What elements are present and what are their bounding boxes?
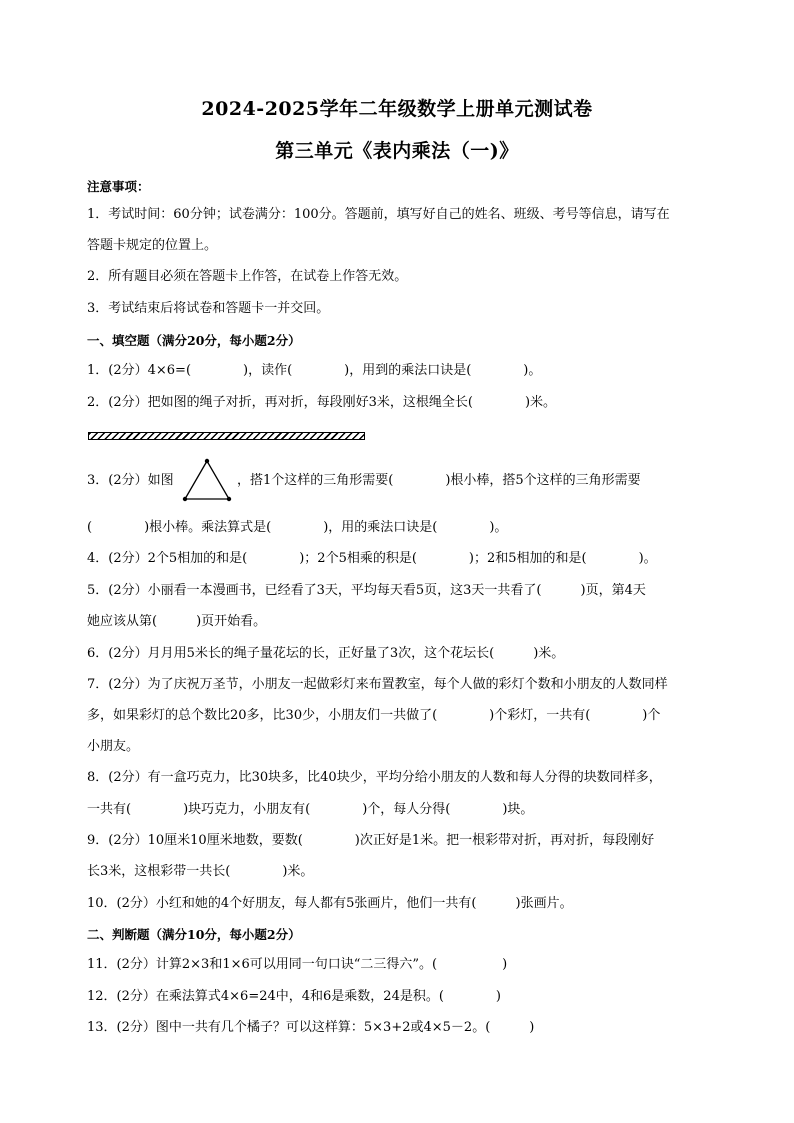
notice-item: 2．所有题目必须在答题卡上作答，在试卷上作答无效。 (87, 269, 408, 284)
question-8-continued: 一共有( )块巧克力，小朋友有( )个，每人分得( )块。 (87, 802, 534, 817)
question-9-continued: 长3米，这根彩带一共长( )米。 (87, 864, 314, 879)
question-8: 8．(2分）有一盒巧克力，比30块多，比40块少，平均分给小朋友的人数和每人分得的块数同样多， (87, 770, 662, 785)
rope-figure (88, 432, 365, 440)
notice-item: 1．考试时间：60分钟；试卷满分：100分。答题前，填写好自己的姓名、班级、考号等信息，请写在 (87, 207, 670, 222)
section-judge-heading: 二、判断题（满分10分，每小题2分） (87, 927, 301, 942)
notice-item: 答题卡规定的位置上。 (87, 238, 218, 253)
question-7-end: 小朋友。 (87, 739, 140, 754)
question-5: 5．(2分）小丽看一本漫画书，已经看了3天，平均每天看5页，这3天一共看了( )页，第4天 (87, 583, 646, 598)
question-3-suffix: ，搭1个这样的三角形需要( )根小棒，搭5个这样的三角形需要 (237, 473, 641, 488)
triangle-sticks-figure (181, 457, 233, 503)
question-10: 10．(2分）小红和她的4个好朋友，每人都有5张画片，他们一共有( )张画片。 (87, 896, 573, 911)
question-5-continued: 她应该从第( )页开始看。 (87, 614, 267, 629)
notice-item: 3．考试结束后将试卷和答题卡一并交回。 (87, 301, 330, 316)
question-6: 6．(2分）月月用5米长的绳子量花坛的长，正好量了3次，这个花坛长( )米。 (87, 646, 565, 661)
question-7: 7．(2分）为了庆祝万圣节，小朋友一起做彩灯来布置教室，每个人做的彩灯个数和小朋友的人数同样 (87, 677, 668, 692)
question-11: 11．(2分）计算2×3和1×6可以用同一句口诀“二三得六”。( ) (87, 957, 508, 972)
section-fill-heading: 一、填空题（满分20分，每小题2分） (87, 333, 301, 348)
notice-heading: 注意事项： (87, 179, 150, 194)
question-3-continued: ( )根小棒。乘法算式是( )，用的乘法口诀是( )。 (87, 520, 508, 535)
question-4: 4．(2分）2个5相加的和是( )；2个5相乘的积是( )；2和5相加的和是( )。 (87, 551, 657, 566)
unit-subtitle: 第三单元《表内乘法（一)》 (275, 140, 519, 162)
question-1: 1．(2分）4×6=( )，读作( )，用到的乘法口诀是( )。 (87, 363, 542, 378)
question-9: 9．(2分）10厘米10厘米地数，要数( )次正好是1米。把一根彩带对折，再对折，每段刚好 (87, 833, 655, 848)
question-3-prefix: 3．(2分）如图 (87, 473, 174, 488)
question-12: 12．(2分）在乘法算式4×6=24中，4和6是乘数，24是积。( ) (87, 989, 501, 1004)
question-13: 13．(2分）图中一共有几个橘子？可以这样算：5×3+2或4×5－2。( ) (87, 1020, 535, 1035)
question-7-continued: 多，如果彩灯的总个数比20多，比30少，小朋友们一共做了( )个彩灯，一共有( )个 (87, 708, 661, 723)
exam-title: 2024-2025学年二年级数学上册单元测试卷 (201, 98, 593, 120)
question-2: 2．(2分）把如图的绳子对折，再对折，每段刚好3米，这根绳全长( )米。 (87, 395, 557, 410)
